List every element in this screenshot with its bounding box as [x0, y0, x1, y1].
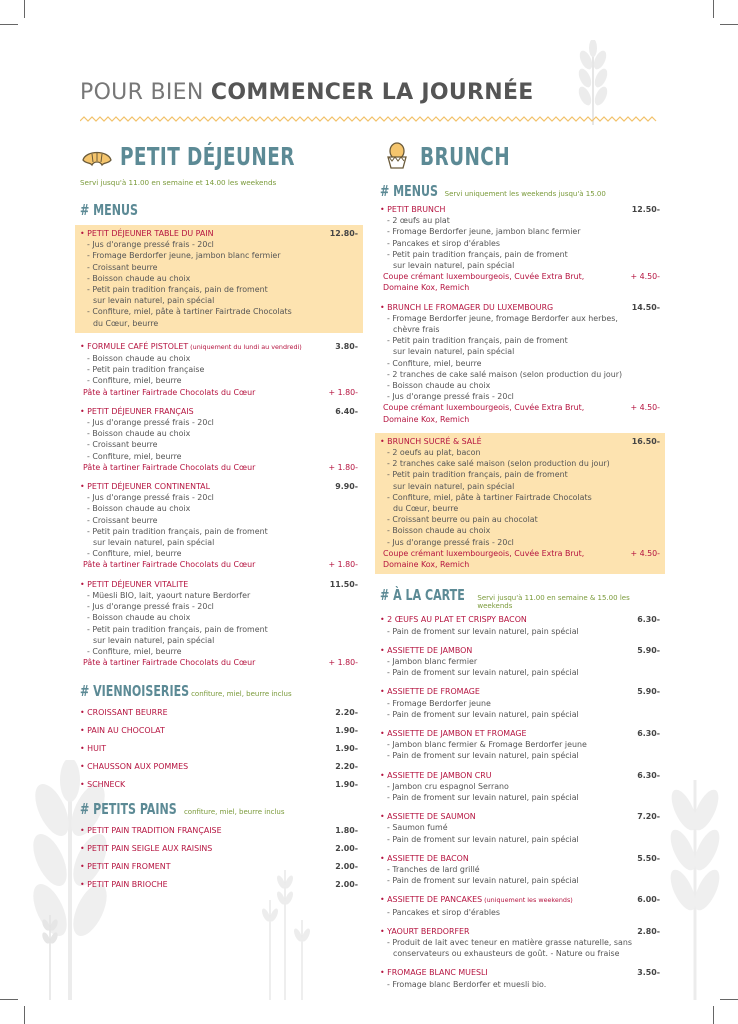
petit-dejeuner-title: PETIT DÉJEUNER: [120, 141, 295, 171]
menu-item-line: - 2 oeufs au plat, bacon: [387, 448, 481, 458]
menu-item: [380, 894, 660, 917]
menu-item-price: 11.50-: [329, 579, 358, 589]
menu-item-name: • PETIT PAIN TRADITION FRANÇAISE: [80, 826, 222, 836]
menu-item: [75, 225, 363, 333]
menu-item-line: - Boisson chaude au choix: [87, 273, 191, 283]
menu-item-name: • SCHNECK: [80, 780, 126, 790]
menu-item-name: • PETIT DÉJEUNER CONTINENTAL: [80, 482, 210, 492]
menu-item-line: - Fromage Berdorfer jeune: [387, 698, 491, 708]
menu-item-name: • BRUNCH LE FROMAGER DU LUXEMBOURG: [380, 302, 554, 312]
menu-item-line: - Pain de froment sur levain naturel, pain spécial: [387, 709, 579, 719]
menu-item-note: (uniquement les weekends): [482, 896, 573, 905]
menu-item-price: 2.00-: [335, 880, 358, 890]
petits-pains-header: [80, 800, 358, 818]
menu-item-header: [380, 967, 660, 978]
menu-item-extra: [80, 559, 358, 570]
menu-item-extra-label-2: Domaine Kox, Remich: [383, 560, 470, 570]
menu-item-extra: [80, 387, 358, 398]
petits-pains-list: [80, 825, 358, 890]
menu-item-header: [80, 406, 358, 417]
boiled-egg-icon: [380, 140, 414, 172]
brunch-menus-note: Servi uniquement les weekends jusqu'à 15.00: [444, 190, 606, 198]
menu-item-line: chèvre frais: [393, 325, 440, 335]
menu-item-price: 1.90-: [335, 744, 358, 754]
petit-dejeuner-header: [80, 138, 358, 174]
menu-item-line: - Boisson chaude au choix: [87, 354, 191, 364]
menu-item-line: - Müesli BIO, lait, yaourt nature Berdorfer: [87, 590, 251, 600]
menu-item-line: - Croissant beurre: [87, 515, 158, 525]
menu-item-price: 5.50-: [637, 853, 660, 863]
menu-item-price: 5.90-: [637, 645, 660, 655]
menus-title: # MENUS: [80, 201, 138, 219]
menu-item-header: [380, 926, 660, 937]
menu-item-price: 3.80-: [335, 341, 358, 351]
menu-item: [380, 967, 660, 989]
menu-item-header: [380, 728, 660, 739]
menu-item-price: 6.30-: [637, 615, 660, 625]
menu-simple-item: [80, 707, 358, 718]
menu-item-name: • ASSIETTE DE PANCAKES (uniquement les weekends): [380, 895, 573, 905]
viennoiseries-title: # VIENNOISERIES: [80, 682, 190, 701]
menu-item-line: - Produit de lait avec teneur en matière grasse naturelle, sans: [387, 937, 632, 947]
menu-item-header: [380, 811, 660, 822]
menu-item-extra: [80, 462, 358, 473]
menu-item-line: - Tranches de lard grillé: [387, 864, 480, 874]
menu-item-line: - Fromage Berdorfer jeune, fromage Berdorfer aux herbes,: [387, 313, 618, 323]
menu-item-line: - Petit pain tradition français, pain de froment: [387, 249, 568, 259]
petit-dejeuner-menus-header: [80, 201, 358, 219]
menu-item-name: • PETIT BRUNCH: [380, 205, 446, 214]
brunch-title: BRUNCH: [420, 141, 511, 171]
menu-item: [80, 481, 358, 571]
carte-header: [380, 586, 660, 610]
menu-item-line: - Croissant beurre: [87, 262, 158, 272]
menu-item-line: - Jus d'orange pressé frais - 20cl: [87, 418, 214, 428]
menu-item-header: [80, 341, 358, 353]
menu-item-line: - Jambon blanc fermier & Fromage Berdorfer jeune: [387, 740, 587, 750]
menu-item-price: 6.40-: [335, 406, 358, 416]
crop-mark: [24, 1006, 25, 1024]
menu-item-line: du Cœur, beurre: [393, 504, 459, 514]
menu-item-line: - Petit pain tradition français, pain de froment: [87, 285, 268, 295]
menu-item-extra-label: Coupe crémant luxembourgeois, Cuvée Extra Brut,: [383, 272, 585, 282]
menu-item: [380, 728, 660, 762]
menu-item-name: • BRUNCH SUCRÉ & SALÉ: [380, 436, 482, 446]
menu-item-extra-label: Coupe crémant luxembourgeois, Cuvée Extra Brut,: [383, 403, 585, 413]
wheat-decoration-icon: [568, 40, 618, 125]
menu-item-line: - Petit pain tradition française: [87, 365, 205, 375]
menu-item-price: 2.00-: [335, 844, 358, 854]
wheat-decoration-icon: [38, 910, 62, 1000]
menu-item-extra: [380, 548, 660, 559]
menu-item-price: 1.80-: [335, 826, 358, 836]
menu-item-extra-label: Pâte à tartiner Fairtrade Chocolats du Cœur: [83, 387, 256, 397]
menu-simple-item: [80, 725, 358, 736]
menu-item-line: - Petit pain tradition français, pain de froment: [387, 470, 568, 480]
menu-item-name: • YAOURT BERDORFER: [380, 926, 470, 936]
menu-item-price: 6.00-: [637, 895, 660, 905]
menu-item-name: • CHAUSSON AUX POMMES: [80, 762, 189, 772]
menu-item-name: • HUIT: [80, 744, 107, 754]
menu-item-extra-price: + 4.50-: [630, 403, 660, 413]
menu-item-header: [380, 853, 660, 864]
menu-item-line: - Confiture, miel, beurre: [87, 549, 182, 559]
menu-item-line: - Confiture, miel, beurre: [387, 358, 482, 368]
menu-item-extra-price: + 1.80-: [328, 560, 358, 570]
menu-item: [80, 341, 358, 398]
menu-item-extra-label: Pâte à tartiner Fairtrade Chocolats du Cœur: [83, 658, 256, 668]
page-title: [80, 80, 534, 105]
menu-item: [375, 433, 665, 574]
menu-item-header: [380, 302, 660, 313]
brunch-menus-title: # MENUS: [380, 182, 438, 200]
menu-item-price: 12.50-: [631, 205, 660, 214]
viennoiseries-header: [80, 682, 358, 700]
menu-item-line: - Confiture, miel, pâte à tartiner Fairtrade Chocolats: [387, 492, 592, 502]
menu-item: [380, 204, 660, 294]
menu-item-name: • CROISSANT BEURRE: [80, 708, 168, 718]
carte-list: [380, 614, 660, 989]
menu-item-line: - Confiture, miel, beurre: [87, 646, 182, 656]
menu-item: [380, 811, 660, 845]
menu-item-header: [380, 204, 660, 215]
menu-item-name: • PETIT DÉJEUNER VITALITE: [80, 579, 189, 589]
page-title-light: POUR BIEN: [80, 80, 211, 105]
menu-item-header: [380, 436, 660, 447]
menu-item-name: • PAIN AU CHOCOLAT: [80, 726, 165, 736]
menu-item-line: - Pain de froment sur levain naturel, pain spécial: [387, 792, 579, 802]
menu-item-extra: [80, 657, 358, 668]
menu-item-line: - Petit pain tradition français, pain de froment: [87, 526, 268, 536]
menu-simple-item: [80, 743, 358, 754]
menu-item-header: [380, 894, 660, 906]
menu-item-header: [80, 228, 358, 239]
viennoiseries-note: confiture, miel, beurre inclus: [191, 690, 292, 699]
menu-item-line: sur levain naturel, pain spécial: [393, 347, 515, 357]
menu-item-line: - Jus d'orange pressé frais - 20cl: [87, 493, 214, 503]
petits-pains-title: # PETITS PAINS: [80, 800, 177, 819]
menu-item-price: 2.20-: [335, 762, 358, 772]
menu-item-line: - Jus d'orange pressé frais - 20cl: [387, 537, 514, 547]
menu-item-line: conservateurs ou exhausteurs de goût. - Nature ou fraise: [393, 949, 620, 959]
brunch-menus-header: [380, 182, 660, 200]
menu-item-line: - Croissant beurre ou pain au chocolat: [387, 515, 538, 525]
menu-item-line: - Boisson chaude au choix: [87, 429, 191, 439]
menu-item-line: - Pain de froment sur levain naturel, pain spécial: [387, 834, 579, 844]
croissant-icon: [80, 140, 114, 172]
menu-item-line: - Boisson chaude au choix: [387, 381, 491, 391]
menu-item-price: 6.30-: [637, 770, 660, 780]
menu-item-header: [80, 481, 358, 492]
brunch-menus-list: [380, 204, 660, 574]
menu-item-extra-price: + 1.80-: [328, 658, 358, 668]
menu-item-name: • ASSIETTE DE JAMBON CRU: [380, 770, 492, 780]
menu-item-price: 16.50-: [631, 436, 660, 446]
menu-item-header: [380, 686, 660, 697]
menu-item-price: 2.80-: [637, 926, 660, 936]
menu-item-header: [80, 579, 358, 590]
menu-item-line: sur levain naturel, pain spécial: [93, 635, 215, 645]
menu-item-line: - Pancakes et sirop d'érables: [387, 907, 500, 917]
menu-item-header: [380, 770, 660, 781]
menu-item-price: 7.20-: [637, 812, 660, 822]
menu-item: [380, 926, 660, 960]
zigzag-divider: [80, 115, 658, 123]
menu-item-price: 6.30-: [637, 728, 660, 738]
menu-item: [80, 579, 358, 669]
brunch-column: [380, 138, 660, 990]
petit-dejeuner-column: [80, 138, 358, 890]
menu-item-line: - Confiture, miel, beurre: [87, 451, 182, 461]
menu-item-line: - Pain de froment sur levain naturel, pain spécial: [387, 626, 579, 636]
crop-mark: [0, 24, 18, 25]
menu-item-name: • FROMAGE BLANC MUESLI: [380, 968, 488, 978]
menu-item-extra-price: + 4.50-: [630, 548, 660, 558]
menu-item-line: - Jus d'orange pressé frais - 20cl: [87, 602, 214, 612]
menu-item-line: - Jus d'orange pressé frais - 20cl: [87, 240, 214, 250]
menu-item-price: 2.20-: [335, 708, 358, 718]
menu-item-name: • ASSIETTE DE JAMBON: [380, 645, 473, 655]
menu-item-line: - 2 tranches cake salé maison (selon production du jour): [387, 459, 610, 469]
petits-pains-note: confiture, miel, beurre inclus: [183, 808, 285, 817]
menu-item-line: - 2 œufs au plat: [387, 216, 450, 226]
carte-note: Servi jusqu'à 11.00 en semaine & 15.00 les weekends: [477, 594, 630, 611]
menu-item-price: 12.80-: [329, 229, 358, 238]
menu-item-line: sur levain naturel, pain spécial: [93, 538, 215, 548]
menu-item-note: (uniquement du lundi au vendredi): [188, 342, 302, 351]
menu-item-extra-label: Pâte à tartiner Fairtrade Chocolats du Cœur: [83, 462, 256, 472]
menu-item-name: • PETIT DÉJEUNER TABLE DU PAIN: [80, 229, 214, 238]
menu-item-name: • 2 ŒUFS AU PLAT ET CRISPY BACON: [380, 615, 527, 625]
menu-item-name: • ASSIETTE DE SAUMON: [380, 812, 476, 822]
menu-item-name: • ASSIETTE DE FROMAGE: [380, 687, 480, 697]
menu-simple-item: [80, 861, 358, 872]
menu-simple-item: [80, 843, 358, 854]
menu-item-price: 1.90-: [335, 726, 358, 736]
menu-item-line: - Pain de froment sur levain naturel, pain spécial: [387, 668, 579, 678]
menu-item-line: - Fromage Berdorfer jeune, jambon blanc fermier: [387, 227, 581, 237]
crop-mark: [720, 999, 738, 1000]
menu-item-extra: [380, 271, 660, 282]
menu-item: [80, 406, 358, 473]
menu-item: [380, 686, 660, 720]
page-title-bold: COMMENCER LA JOURNÉE: [210, 80, 534, 105]
menu-simple-item: [80, 825, 358, 836]
menu-simple-item: [80, 879, 358, 890]
petit-dejeuner-menus-list: [80, 225, 358, 668]
menu-item: [380, 853, 660, 887]
menu-item-line: - Saumon fumé: [387, 823, 448, 833]
menu-item-line: - Fromage blanc Berdorfer et muesli bio.: [387, 979, 547, 989]
menu-item: [380, 645, 660, 679]
menu-item-price: 2.00-: [335, 862, 358, 872]
menu-item-line: - Croissant beurre: [87, 440, 158, 450]
crop-mark: [713, 0, 714, 18]
menu-item-name: • PETIT PAIN FROMENT: [80, 862, 171, 872]
menu-item-line: sur levain naturel, pain spécial: [393, 261, 515, 271]
menu-item-extra-price: + 1.80-: [328, 387, 358, 397]
menu-item-line: - 2 tranches de cake salé maison (selon production du jour): [387, 369, 623, 379]
menu-item-name: • PETIT DÉJEUNER FRANÇAIS: [80, 406, 194, 416]
petit-dejeuner-serve-note: Servi jusqu'à 11.00 en semaine et 14.00 les weekends: [80, 178, 277, 187]
menu-item-extra-price: + 4.50-: [630, 272, 660, 282]
menu-item-name: • ASSIETTE DE BACON: [380, 853, 469, 863]
menu-item-extra-label-2: Domaine Kox, Remich: [383, 283, 470, 293]
menu-item-name: • PETIT PAIN SEIGLE AUX RAISINS: [80, 844, 213, 854]
crop-mark: [720, 24, 738, 25]
menu-item-price: 9.90-: [335, 482, 358, 492]
menu-item-line: - Jus d'orange pressé frais - 20cl: [387, 392, 514, 402]
menu-simple-item: [80, 779, 358, 790]
menu-item-line: sur levain naturel, pain spécial: [93, 296, 215, 306]
menu-item-line: - Jambon blanc fermier: [387, 656, 478, 666]
menu-item-name: • ASSIETTE DE JAMBON ET FROMAGE: [380, 728, 527, 738]
carte-title: # À LA CARTE: [380, 586, 465, 605]
menu-item: [380, 614, 660, 636]
menu-item-line: - Confiture, miel, pâte à tartiner Fairtrade Chocolats: [87, 307, 292, 317]
menu-item-price: 5.90-: [637, 687, 660, 697]
menu-item-line: - Pain de froment sur levain naturel, pain spécial: [387, 751, 579, 761]
crop-mark: [24, 0, 25, 18]
menu-item-extra-label: Coupe crémant luxembourgeois, Cuvée Extra Brut,: [383, 548, 585, 558]
menu-item: [380, 770, 660, 804]
menu-item-line: - Pancakes et sirop d'érables: [387, 238, 500, 248]
menu-item-header: [380, 614, 660, 625]
crop-mark: [713, 1006, 714, 1024]
menu-item-price: 1.90-: [335, 780, 358, 790]
menu-item-name: • PETIT PAIN BRIOCHE: [80, 880, 168, 890]
menu-item-line: - Confiture, miel, beurre: [87, 376, 182, 386]
menu-item-extra-label-2: Domaine Kox, Remich: [383, 414, 470, 424]
menu-simple-item: [80, 761, 358, 772]
menu-item-extra: [380, 402, 660, 413]
menu-item-line: - Petit pain tradition français, pain de froment: [387, 336, 568, 346]
menu-item-extra-label: Pâte à tartiner Fairtrade Chocolats du Cœur: [83, 560, 256, 570]
menu-item-line: - Petit pain tradition français, pain de froment: [87, 624, 268, 634]
menu-item-name: • FORMULE CAFÉ PISTOLET (uniquement du lundi au vendredi): [80, 341, 302, 351]
wheat-decoration-icon: [660, 760, 720, 1000]
menu-item-price: 3.50-: [637, 968, 660, 978]
brunch-header: [380, 138, 660, 174]
menu-item-price: 14.50-: [631, 302, 660, 312]
menu-item-line: - Pain de froment sur levain naturel, pain spécial: [387, 876, 579, 886]
viennoiseries-list: [80, 707, 358, 790]
menu-item-header: [380, 645, 660, 656]
menu-item-line: - Fromage Berdorfer jeune, jambon blanc fermier: [87, 251, 281, 261]
menu-item-line: sur levain naturel, pain spécial: [393, 481, 515, 491]
menu-item-line: - Boisson chaude au choix: [387, 526, 491, 536]
menu-item-line: - Jambon cru espagnol Serrano: [387, 781, 509, 791]
menu-item-line: - Boisson chaude au choix: [87, 613, 191, 623]
menu-item: [380, 302, 660, 425]
menu-item-extra-price: + 1.80-: [328, 462, 358, 472]
menu-item-line: - Boisson chaude au choix: [87, 504, 191, 514]
menu-item-line: du Cœur, beurre: [93, 318, 159, 328]
